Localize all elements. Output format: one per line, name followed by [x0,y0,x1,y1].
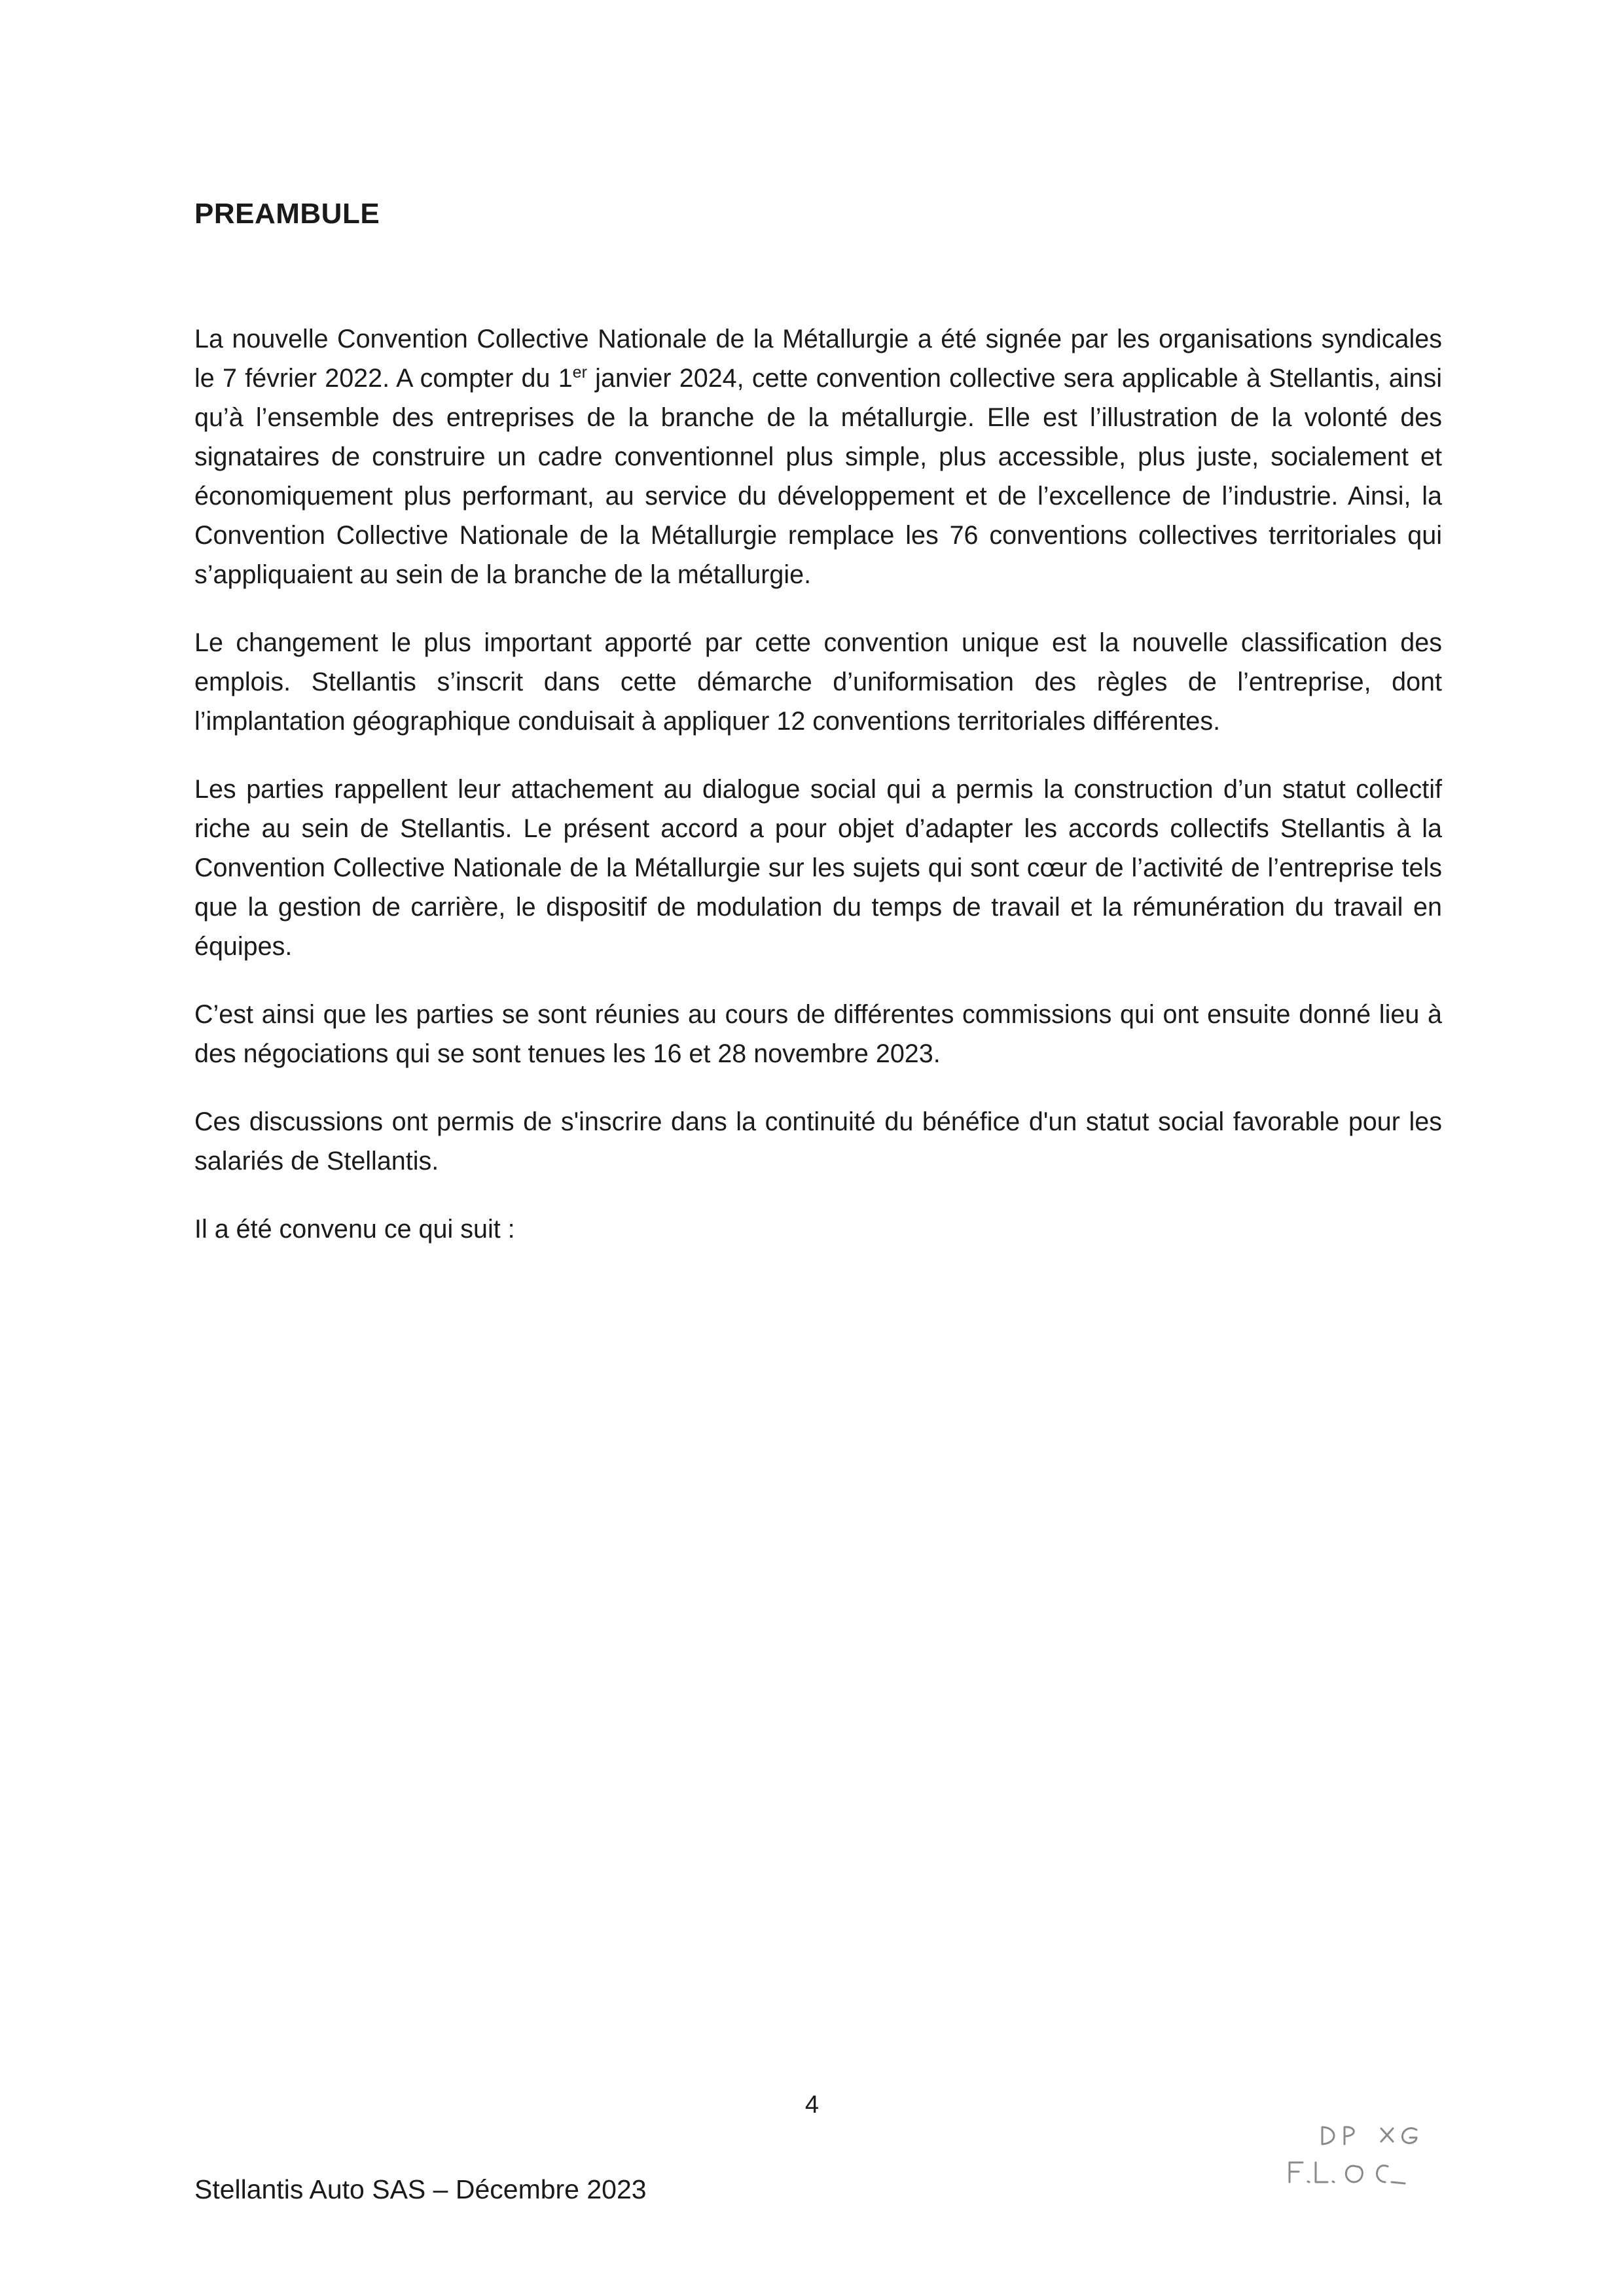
ordinal-superscript: er [572,363,587,382]
paragraph-continuity: Ces discussions ont permis de s'inscrire dans la continuité du bénéfice d'un statut social favorable pour les salariés de Stellantis. [194,1107,1442,1175]
paragraph-social-dialogue: Les parties rappellent leur attachement au dialogue social qui a permis la construction d’un statut collectif riche au sein de Stellantis. Le présent accord a pour objet d’adapter les accords collectifs Stellantis à la Convention Collective Nationale de la Métallurgie sur les sujets qui sont cœur de l’activité de l’entreprise tels que la gestion de carrière, le dispositif de modulation du temps de travail et la rémunération du travail en équipes. [194,775,1442,961]
paragraph-intro-part2: janvier 2024, cette convention collective sera applicable à Stellantis, ainsi qu’à l’ensemble des entreprises de la branche de la métallurgie. Elle est l’illustration de la volonté des signataires de construire un cadre conventionnel plus simple, plus accessible, plus juste, socialement et économiquement plus performant, au service du développement et de l’excellence de l’industrie. Ainsi, la Convention Collective Nationale de la Métallurgie remplace les 76 conventions collectives territoriales qui s’appliquaient au sein de la branche de la métallurgie. [194,364,1442,589]
footer-text: Stellantis Auto SAS – Décembre 2023 [194,2174,647,2204]
handwritten-initials [1276,2114,1447,2199]
paragraph-intro-part1: La nouvelle Convention Collective Nationale de la Métallurgie a été signée par les organisations syndicales le 7 février 2022. A compter du 1 [194,325,1442,393]
paragraph-intro [194,319,1442,594]
paragraph-negotiations: C’est ainsi que les parties se sont réunies au cours de différentes commissions qui ont ensuite donné lieu à des négociations qui se sont tenues les 16 et 28 novembre 2023. [194,1000,1442,1068]
handwritten-initials-drawing [1276,2114,1447,2199]
paragraph-agreement: Il a été convenu ce qui suit : [194,1215,515,1244]
paragraph-classification: Le changement le plus important apporté par cette convention unique est la nouvelle classification des emplois. Stellantis s’inscrit dans cette démarche d’uniformisation des règles de l’entreprise, dont l’implantation géographique conduisait à appliquer 12 conventions territoriales différentes. [194,628,1442,736]
page-number: 4 [804,2091,820,2119]
section-title: PREAMBULE [194,198,380,230]
body-text [194,319,1442,1278]
